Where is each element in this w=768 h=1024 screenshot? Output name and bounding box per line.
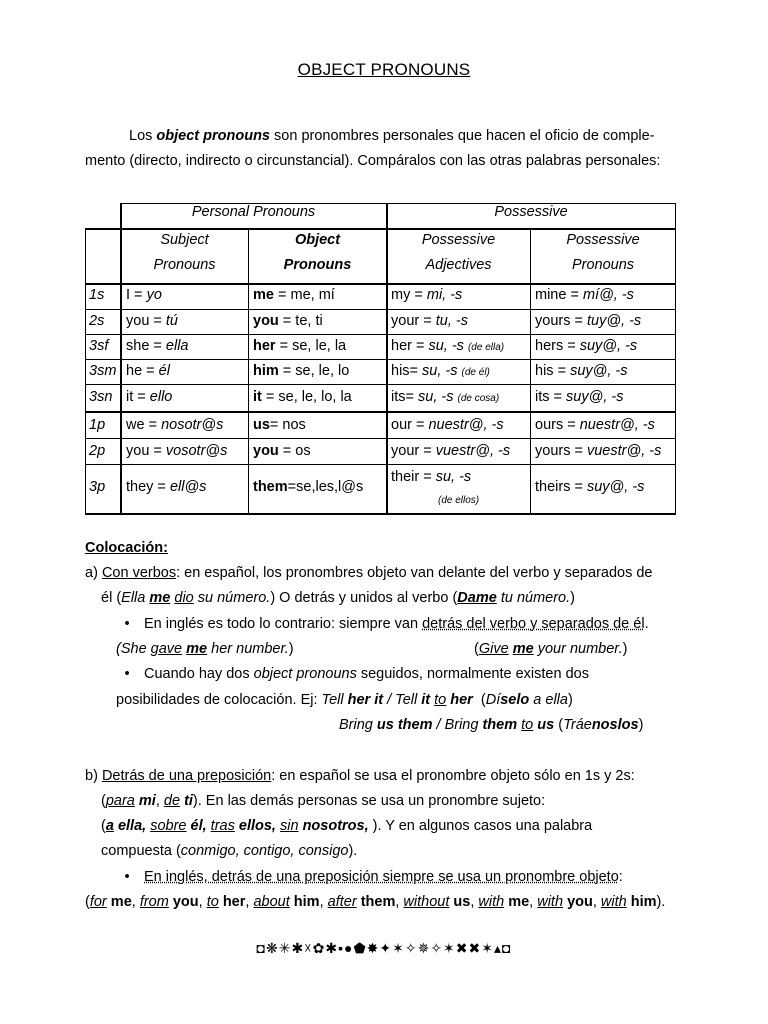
bullet-item: • En inglés es todo lo contrario: siempre van detrás del verbo y separados de él.	[122, 612, 649, 638]
poss-pron-cell: yours = tuy@, -s	[535, 313, 642, 329]
person-cell: 3sf	[89, 338, 109, 354]
preposition-examples: (for me, from you, to her, about him, after them, without us, with me, with you, with him).	[85, 894, 666, 910]
poss-adj-cell: their = su, -s	[391, 469, 472, 485]
person-cell: 3p	[89, 479, 106, 495]
bullet-icon: •	[124, 616, 130, 632]
col-poss-pron-b: Pronouns	[571, 257, 635, 273]
object-cell: you = te, ti	[253, 313, 323, 329]
col-object-a: Object	[294, 232, 341, 248]
person-cell: 1p	[89, 417, 106, 433]
object-cell: them=se,les,l@s	[253, 479, 364, 495]
object-cell: me = me, mí	[253, 287, 335, 303]
poss-pron-cell: ours = nuestr@, -s	[535, 417, 655, 433]
poss-adj-cell: its= su, -s (de cosa)	[391, 389, 500, 405]
poss-adj-cell: her = su, -s (de ella)	[391, 338, 505, 354]
poss-adj-note: (de ellos)	[438, 495, 480, 506]
object-cell: her = se, le, la	[253, 338, 347, 354]
subject-cell: you = tú	[126, 313, 178, 329]
person-cell: 3sm	[89, 363, 117, 379]
intro-paragraph	[85, 124, 705, 174]
poss-pron-cell: mine = mí@, -s	[535, 287, 634, 303]
subject-cell: I = yo	[126, 287, 162, 303]
poss-adj-cell: my = mi, -s	[391, 287, 463, 303]
poss-adj-cell: our = nuestr@, -s	[391, 417, 504, 433]
object-cell: us= nos	[253, 417, 306, 433]
colocacion-heading: Colocación:	[85, 540, 168, 556]
subject-cell: they = ell@s	[126, 479, 207, 495]
col-object-b: Pronouns	[283, 257, 352, 273]
poss-pron-cell: his = suy@, -s	[535, 363, 628, 379]
header-possessive: Possessive	[494, 204, 568, 220]
section-b-line-2: (para mi, de ti). En las demás personas se usa un pronombre sujeto:	[101, 793, 546, 809]
object-cell: him = se, le, lo	[253, 363, 350, 379]
page-title: OBJECT PRONOUNS	[297, 60, 471, 79]
person-cell: 2p	[89, 443, 106, 459]
bullet-icon: •	[124, 666, 130, 682]
intro-bold: object pronouns	[156, 128, 271, 144]
poss-pron-cell: hers = suy@, -s	[535, 338, 638, 354]
person-cell: 2s	[89, 313, 105, 329]
bullet-item: • Cuando hay dos object pronouns seguidos, normalmente existen dos	[122, 662, 589, 688]
subject-cell: it = ello	[126, 389, 173, 405]
section-a-line-1: a) Con verbos: en español, los pronombres objeto van delante del verbo y separados de	[85, 565, 653, 581]
intro-line-1	[85, 124, 705, 149]
section-b-line-3: (a ella, sobre él, tras ellos, sin nosotros, ). Y en algunos casos una palabra	[101, 818, 593, 834]
header-personal-pronouns: Personal Pronouns	[191, 204, 316, 220]
object-cell: you = os	[253, 443, 311, 459]
col-poss-pron-a: Possessive	[566, 232, 640, 248]
poss-pron-cell: yours = vuestr@, -s	[535, 443, 662, 459]
object-cell: it = se, le, lo, la	[253, 389, 352, 405]
col-poss-adj-b: Adjectives	[425, 257, 492, 273]
poss-pron-cell: its = suy@, -s	[535, 389, 624, 405]
person-cell: 3sn	[89, 389, 113, 405]
example-english: (She gave me her number.)	[116, 641, 294, 657]
poss-adj-cell: his= su, -s (de él)	[391, 363, 490, 379]
section-b-line-4: compuesta (conmigo, contigo, consigo).	[101, 843, 358, 859]
poss-adj-cell: your = vuestr@, -s	[391, 443, 511, 459]
subject-cell: she = ella	[126, 338, 189, 354]
bullet-icon: •	[124, 869, 130, 885]
person-cell: 1s	[89, 287, 105, 303]
poss-pron-cell: theirs = suy@, -s	[535, 479, 645, 495]
bullet-item: • En inglés, detrás de una preposición siempre se usa un pronombre objeto:	[122, 865, 623, 891]
poss-adj-cell: your = tu, -s	[391, 313, 468, 329]
col-poss-adj-a: Possessive	[421, 232, 496, 248]
example-possibilities: posibilidades de colocación. Ej: Tell her it / Tell it to her (Díselo a ella)	[116, 692, 573, 708]
section-b-line-1: b) Detrás de una preposición: en español se usa el pronombre objeto sólo en 1s y 2s:	[85, 768, 635, 784]
example-bring: Bring us them / Bring them to us (Tráenoslos)	[339, 717, 644, 733]
subject-cell: we = nosotr@s	[126, 417, 224, 433]
intro-post: son pronombres personales que hacen el oficio de comple-	[274, 128, 655, 144]
subject-cell: you = vosotr@s	[126, 443, 228, 459]
decorative-dingbats: ◘❋✳✱☓✿✱▪●⬟✸✦✶✧✵✧✶✖✖✶▴◘	[256, 940, 512, 956]
subject-cell: he = él	[126, 363, 170, 379]
col-subject-a: Subject	[160, 232, 209, 248]
example-english-2: (Give me your number.)	[474, 641, 628, 657]
intro-pre: Los	[129, 128, 153, 144]
intro-line-2: mento (directo, indirecto o circunstancial). Compáralos con las otras palabras personales:	[85, 153, 661, 169]
section-a-line-2: él (Ella me dio su número.) O detrás y unidos al verbo (Dame tu número.)	[101, 590, 575, 606]
col-subject-b: Pronouns	[153, 257, 216, 273]
